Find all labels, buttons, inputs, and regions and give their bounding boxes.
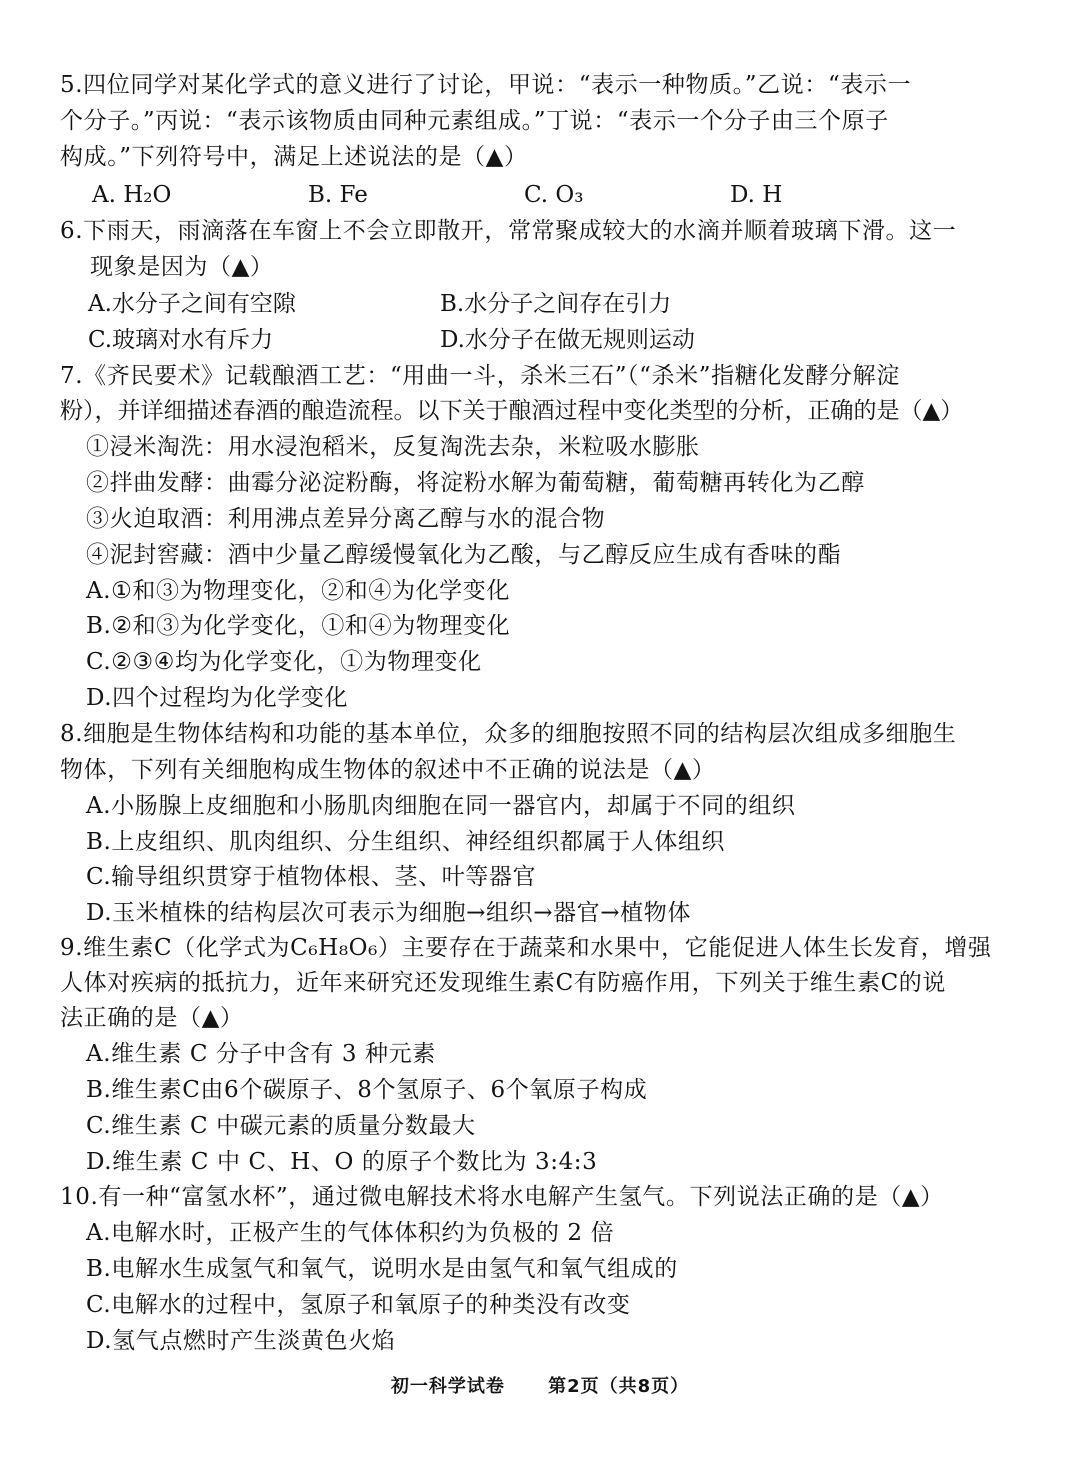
q10-option-d: D.氢气点燃时产生淡黄色火焰 <box>86 1328 396 1354</box>
page-footer <box>0 1372 1080 1398</box>
q7-line-2: 粉），并详细描述春酒的酿造流程。以下关于酿酒过程中变化类型的分析，正确的是（▲） <box>60 398 964 424</box>
q7-step-3: ③火迫取酒：利用沸点差异分离乙醇与水的混合物 <box>86 506 606 532</box>
q9-option-d: D.维生素 C 中 C、H、O 的原子个数比为 3:4:3 <box>86 1149 598 1175</box>
q7-option-a: A.①和③为物理变化，②和④为化学变化 <box>86 578 510 604</box>
q8-line-1: 8.细胞是生物体结构和功能的基本单位，众多的细胞按照不同的结构层次组成多细胞生 <box>60 721 957 747</box>
q9-option-a: A.维生素 C 分子中含有 3 种元素 <box>86 1041 436 1067</box>
q8-option-a: A.小肠腺上皮细胞和小肠肌肉细胞在同一器官内，却属于不同的组织 <box>86 793 796 819</box>
q10-line-1: 10.有一种“富氢水杯”，通过微电解技术将水电解产生氢气。下列说法正确的是（▲） <box>60 1184 944 1210</box>
q6-option-b: B.水分子之间存在引力 <box>440 291 672 317</box>
q7-step-1: ①浸米淘洗：用水浸泡稻米，反复淘洗去杂，米粒吸水膨胀 <box>86 434 700 460</box>
q5-line-2: 个分子。”丙说：“表示该物质由同种元素组成。”丁说：“表示一个分子由三个原子 <box>60 108 889 134</box>
q5-option-a: A. H₂O <box>92 182 172 208</box>
q5-option-d: D. H <box>730 182 783 208</box>
q5-option-c: C. O₃ <box>524 182 584 208</box>
q9-option-c: C.维生素 C 中碳元素的质量分数最大 <box>86 1113 476 1139</box>
q6-line-2: 现象是因为（▲） <box>90 254 274 280</box>
q10-option-c: C.电解水的过程中，氢原子和氧原子的种类没有改变 <box>86 1292 631 1318</box>
q6-option-d: D.水分子在做无规则运动 <box>440 327 695 353</box>
q6-line-1: 6.下雨天，雨滴落在车窗上不会立即散开，常常聚成较大的水滴并顺着玻璃下滑。这一 <box>60 218 957 244</box>
q5-line-3: 构成。”下列符号中，满足上述说法的是（▲） <box>60 144 528 170</box>
q10-option-b: B.电解水生成氢气和氧气，说明水是由氢气和氧气组成的 <box>86 1256 678 1282</box>
q5-line-1: 5.四位同学对某化学式的意义进行了讨论，甲说：“表示一种物质。”乙说：“表示一 <box>60 72 912 98</box>
q8-option-d: D.玉米植株的结构层次可表示为细胞→组织→器官→植物体 <box>86 900 691 926</box>
q8-option-c: C.输导组织贯穿于植物体根、茎、叶等器官 <box>86 864 537 890</box>
q10-option-a: A.电解水时，正极产生的气体体积约为负极的 2 倍 <box>86 1220 615 1246</box>
q5-option-b: B. Fe <box>308 182 368 208</box>
q7-step-2: ②拌曲发酵：曲霉分泌淀粉酶，将淀粉水解为葡萄糖，葡萄糖再转化为乙醇 <box>86 470 865 496</box>
q7-option-b: B.②和③为化学变化，①和④为物理变化 <box>86 613 511 639</box>
q7-option-d: D.四个过程均为化学变化 <box>86 685 349 711</box>
q9-line-1: 9.维生素C（化学式为C₆H₈O₆）主要存在于蔬菜和水果中，它能促进人体生长发育，增强 <box>60 935 992 961</box>
q7-option-c: C.②③④均为化学变化，①为物理变化 <box>86 649 482 675</box>
q6-option-a: A.水分子之间有空隙 <box>88 291 296 317</box>
q8-option-b: B.上皮组织、肌肉组织、分生组织、神经组织都属于人体组织 <box>86 829 726 855</box>
q8-line-2: 物体，下列有关细胞构成生物体的叙述中不正确的说法是（▲） <box>60 757 716 783</box>
q7-step-4: ④泥封窖藏：酒中少量乙醇缓慢氧化为乙酸，与乙醇反应生成有香味的酯 <box>86 542 842 568</box>
q6-option-c: C.玻璃对水有斥力 <box>88 327 274 353</box>
q9-line-3: 法正确的是（▲） <box>60 1005 244 1031</box>
q9-option-b: B.维生素C由6个碳原子、8个氢原子、6个氧原子构成 <box>86 1077 648 1103</box>
footer-page-number: 第2页（共8页） <box>548 1376 690 1397</box>
q7-line-1: 7.《齐民要术》记载酿酒工艺：“用曲一斗，杀米三石”（“杀米”指糖化发酵分解淀 <box>60 363 900 389</box>
q9-line-2: 人体对疾病的抵抗力，近年来研究还发现维生素C有防癌作用，下列关于维生素C的说 <box>60 970 946 996</box>
footer-exam-title: 初一科学试卷 <box>390 1376 505 1397</box>
